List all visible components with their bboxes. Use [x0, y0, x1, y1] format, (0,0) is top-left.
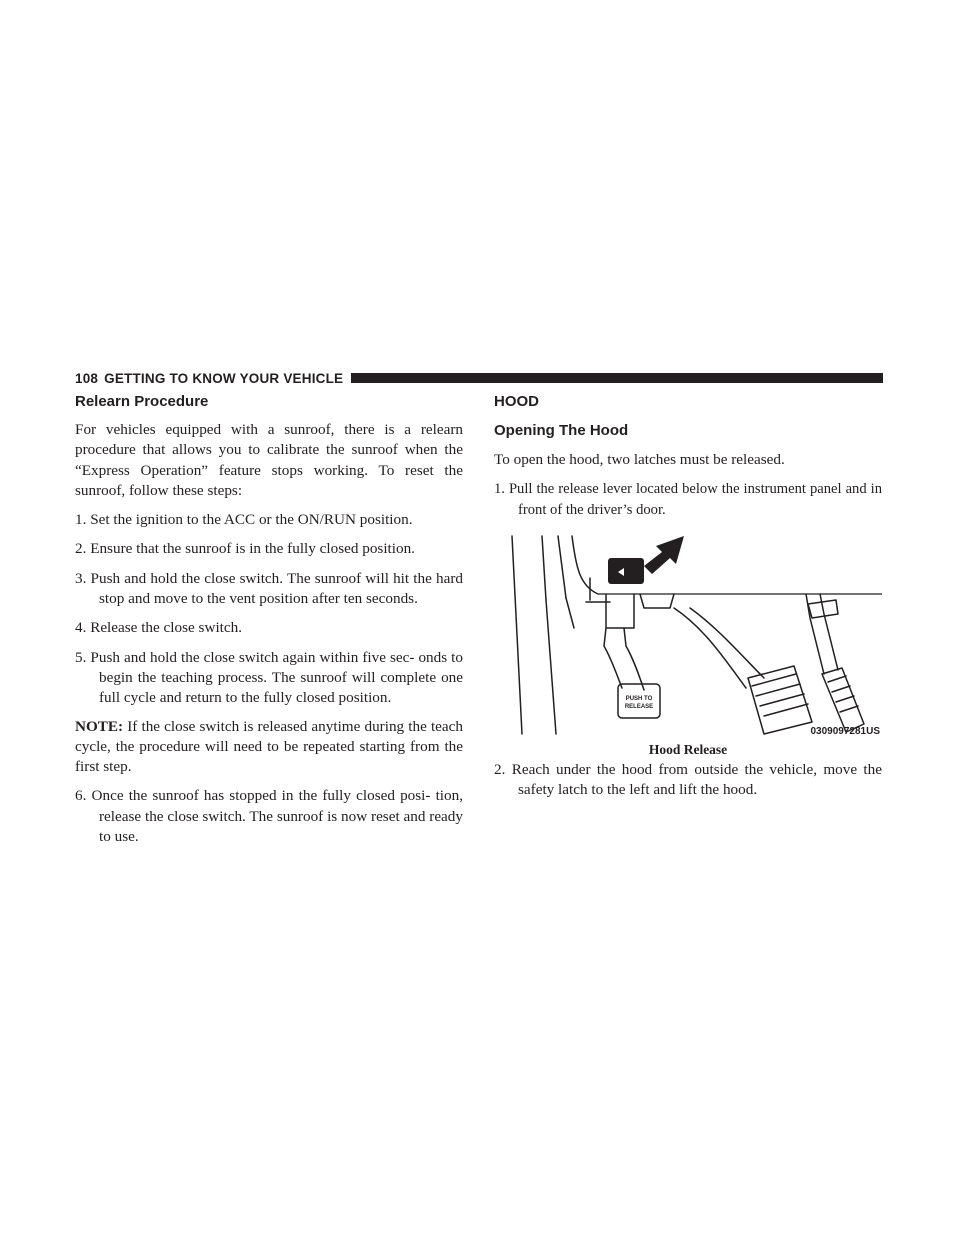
relearn-step-2: 2. Ensure that the sunroof is in the fully closed position. [75, 540, 415, 558]
opening-hood-subheading: Opening The Hood [494, 422, 629, 439]
page-header [75, 369, 883, 387]
figure-caption: Hood Release [648, 741, 728, 757]
hood-release-figure [494, 528, 882, 758]
release-lever [608, 558, 644, 584]
relearn-heading: Relearn Procedure [75, 393, 209, 410]
lever-label-line2: RELEASE [624, 703, 654, 710]
left-column [75, 392, 463, 847]
relearn-step-4: 4. Release the close switch. [75, 619, 243, 637]
note-text: If the close switch is released anytime during the teach cycle, the procedure will need to be repeated starting from the first step. [75, 717, 463, 776]
relearn-step-1: 1. Set the ignition to the ACC or the ON/RUN position. [75, 511, 413, 529]
note-label: NOTE: [75, 717, 124, 735]
note [75, 717, 463, 778]
right-column [494, 392, 882, 800]
relearn-step-6: 6. Once the sunroof has stopped in the fully closed posi- tion, release the close switch. The sunroof is now reset and ready to use. [75, 787, 463, 846]
hood-release-illustration [494, 528, 882, 740]
relearn-step-5: 5. Push and hold the close switch again within five sec- onds to begin the teaching process. The sunroof will complete one full cycle and return to the fully closed position. [75, 648, 463, 707]
page-number: 108 [75, 370, 99, 386]
hood-step-1: 1. Pull the release lever located below the instrument panel and in front of the driver’s door. [494, 481, 882, 518]
image-code: 0309097281US [810, 725, 880, 737]
relearn-step-3: 3. Push and hold the close switch. The sunroof will hit the hard stop and move to the vent position after ten seconds. [75, 569, 463, 608]
header-rule [351, 373, 883, 383]
arrow-pointer-icon [644, 536, 684, 574]
hood-intro: To open the hood, two latches must be released. [494, 451, 785, 468]
section-title: GETTING TO KNOW YOUR VEHICLE [104, 370, 344, 386]
relearn-intro: For vehicles equipped with a sunroof, there is a relearn procedure that allows you to calibrate the sunroof when the “Express Operation” feature stops working. To reset the sunroof, follow these steps: [75, 421, 463, 499]
hood-heading: HOOD [494, 393, 539, 410]
hood-step-2: 2. Reach under the hood from outside the vehicle, move the safety latch to the left and lift the hood. [494, 760, 882, 799]
lever-label-line1: PUSH TO [625, 695, 653, 702]
